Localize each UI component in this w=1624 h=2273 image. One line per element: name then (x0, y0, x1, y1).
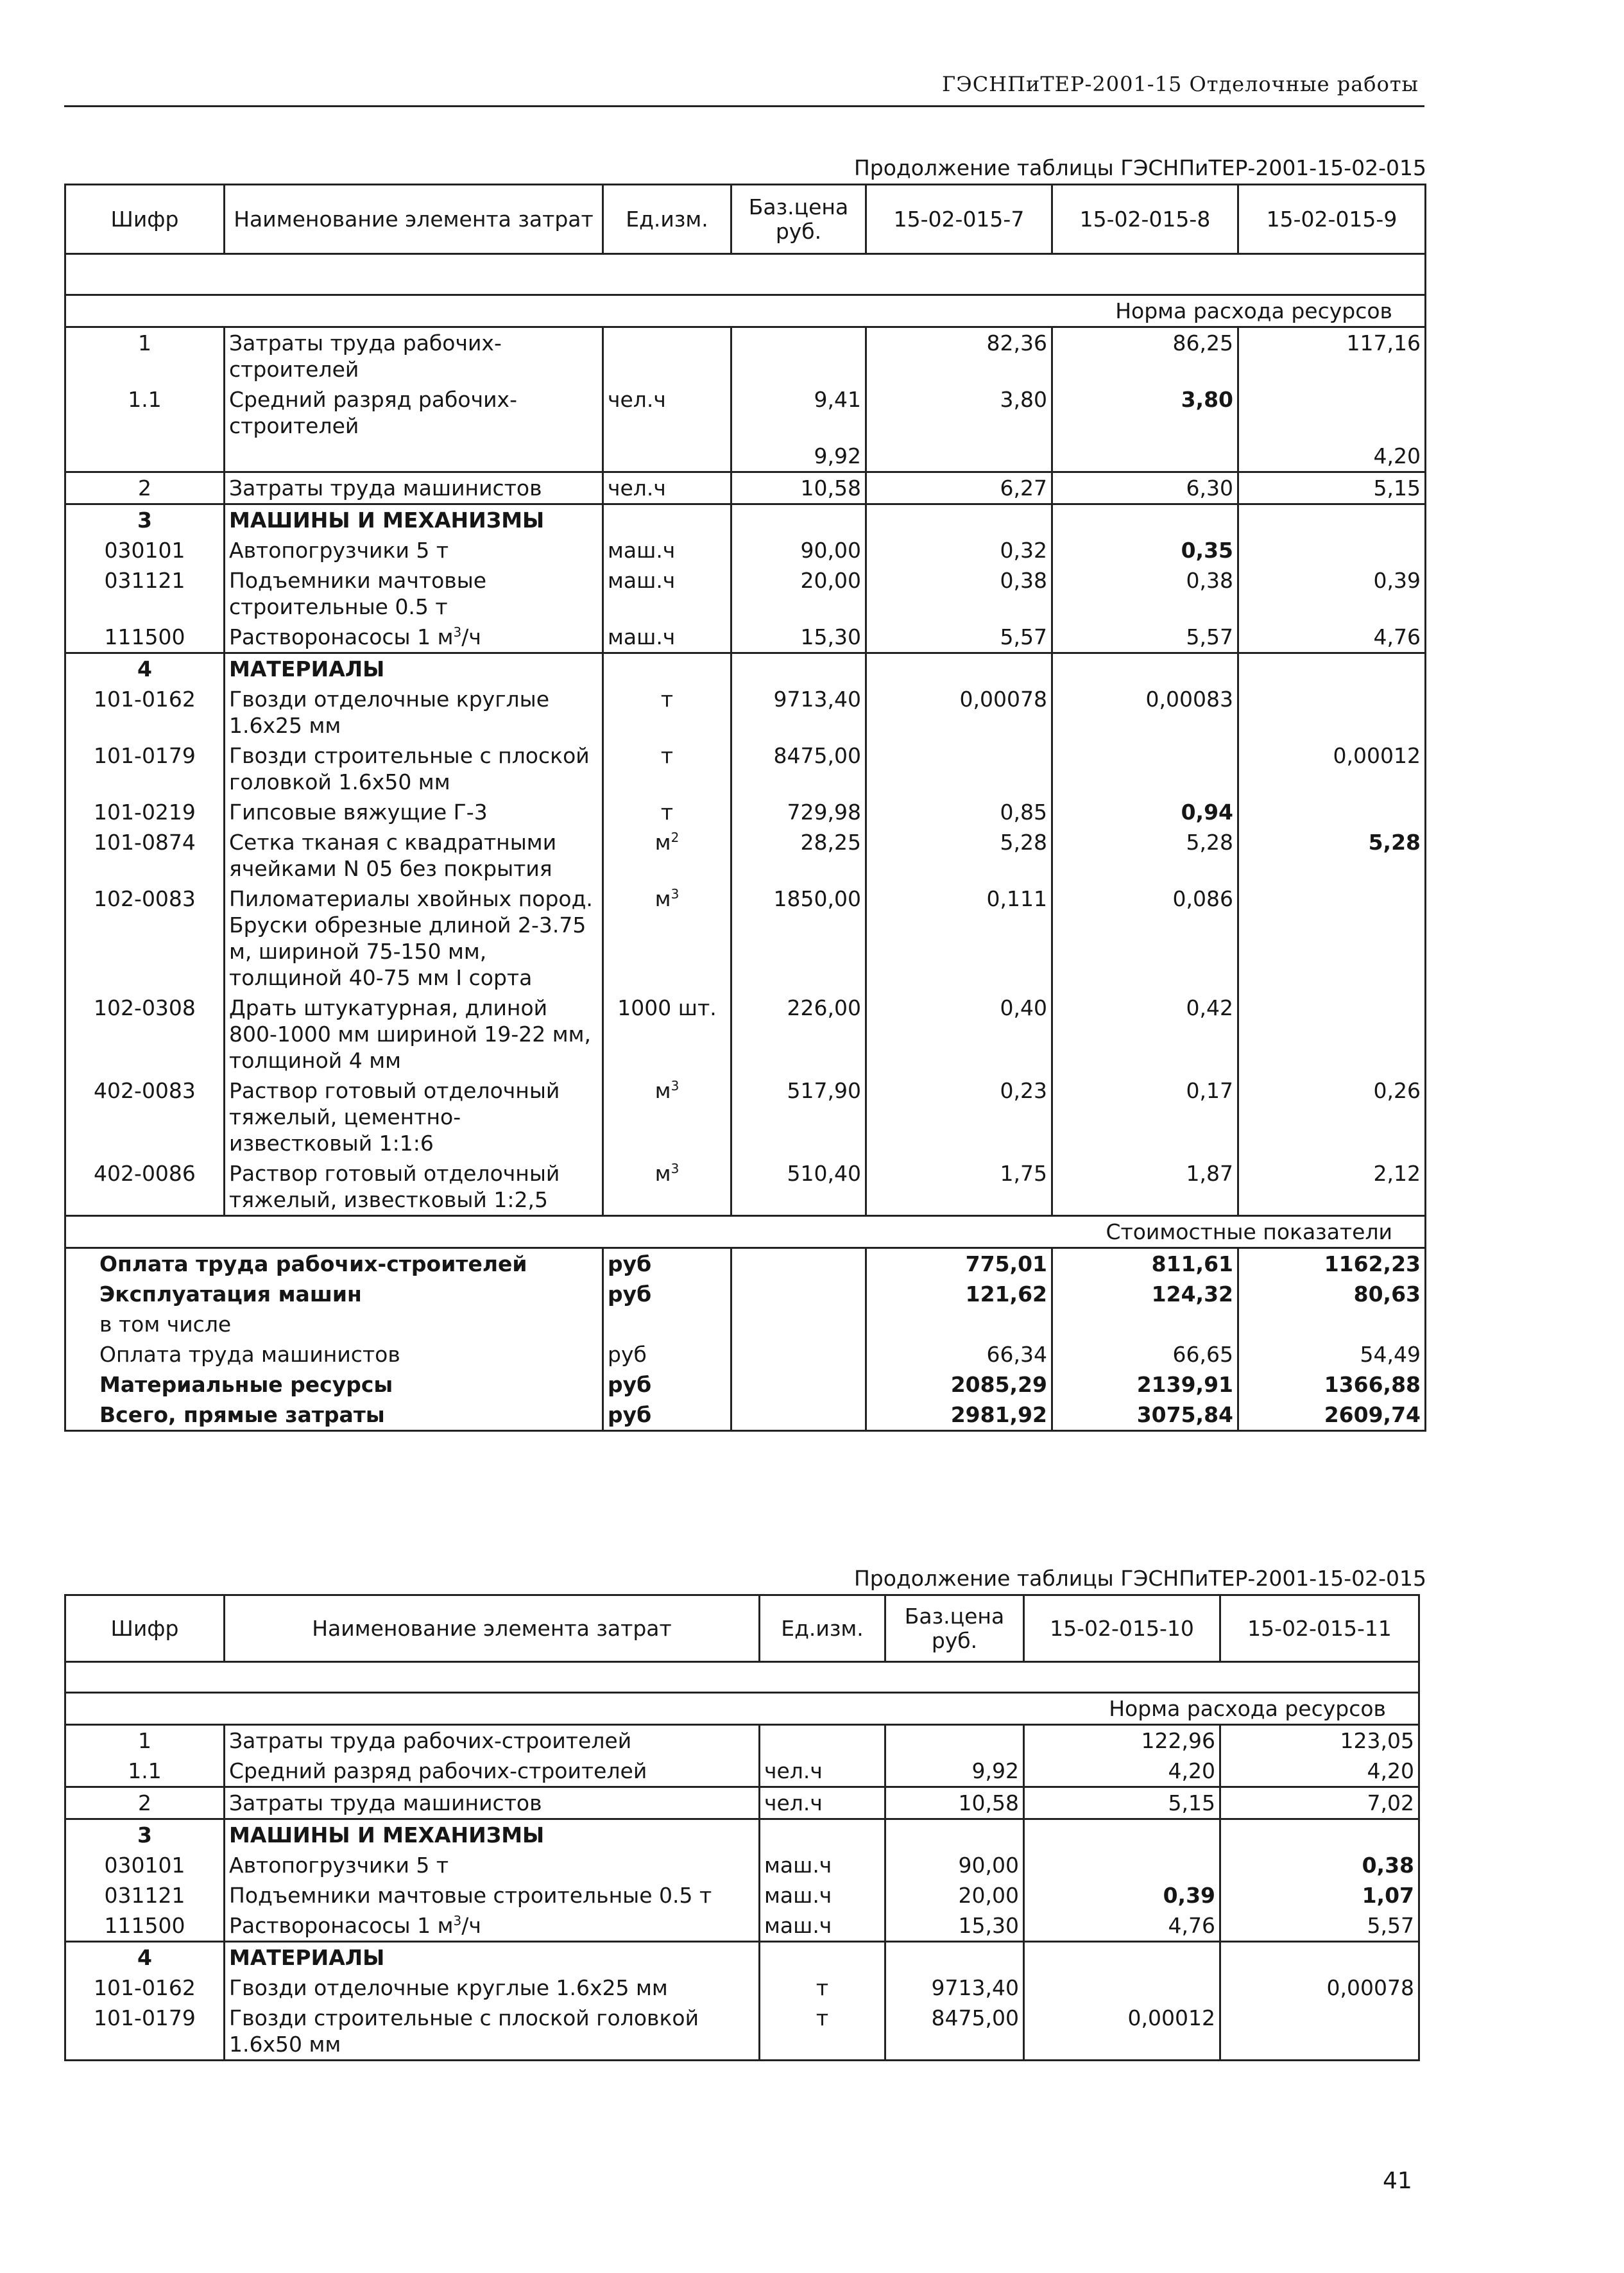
row-unit: т (603, 684, 731, 741)
row-name: Гипсовые вяжущие Г-3 (225, 797, 603, 827)
cost-name: в том числе (99, 1312, 232, 1337)
row-v2: 123,05 (1220, 1725, 1419, 1756)
section-row (65, 653, 1426, 685)
row-code: 2 (65, 472, 225, 504)
row-name: Гвозди строительные с плоской головкой 1.6х50 мм (225, 741, 603, 797)
cost-v1: 2085,29 (866, 1369, 1052, 1400)
header-unit: Ед.изм. (760, 1595, 885, 1662)
cost-row (65, 1309, 1426, 1339)
header-price: Баз.цена руб. (885, 1595, 1024, 1662)
table-row (65, 1756, 1419, 1787)
table1 (64, 184, 1426, 1432)
row-price: 28,25 (731, 827, 866, 884)
cost-unit: руб (603, 1339, 731, 1369)
row-v2: 0,94 (1052, 797, 1238, 827)
row-v1: 0,85 (866, 797, 1052, 827)
table-row (65, 1076, 1426, 1158)
row-code: 030101 (104, 1853, 185, 1878)
row-v3: 5,15 (1238, 472, 1426, 504)
row-v2: 5,57 (1220, 1910, 1419, 1942)
row-v2: 0,17 (1052, 1076, 1238, 1158)
row-price: 10,58 (731, 472, 866, 504)
row-code: 102-0083 (94, 886, 196, 911)
row-code: 030101 (104, 538, 185, 563)
table-row (65, 684, 1426, 741)
row-v1: 5,15 (1024, 1787, 1220, 1819)
row-unit: чел.ч (603, 384, 731, 441)
row-name-cell (225, 1910, 760, 1942)
table-row (65, 622, 1426, 653)
row-v2: 0,086 (1052, 884, 1238, 993)
header-col3: 15-02-015-9 (1238, 185, 1426, 254)
row-name: Растворонасосы 1 м (229, 1913, 454, 1938)
table1-caption: Продолжение таблицы ГЭСНПиТЕР-2001-15-02-015 (853, 155, 1426, 180)
row-v3 (1238, 384, 1426, 441)
row-name: МАШИНЫ И МЕХАНИЗМЫ (225, 504, 603, 536)
row-v3 (1238, 993, 1426, 1076)
row-code: 101-0874 (94, 830, 196, 855)
row-price: 10,58 (885, 1787, 1024, 1819)
row-v3 (1238, 535, 1426, 565)
header-rule (64, 105, 1424, 107)
row-unit: т (760, 2003, 885, 2061)
row-price: 15,30 (731, 622, 866, 653)
row-v2: 7,02 (1220, 1787, 1419, 1819)
cost-v3: 80,63 (1238, 1279, 1426, 1309)
row-v1: 82,36 (866, 327, 1052, 385)
row-v2: 0,42 (1052, 993, 1238, 1076)
cost-unit (603, 1309, 731, 1339)
row-unit: т (603, 741, 731, 797)
row-price (731, 327, 866, 385)
row-code: 102-0308 (94, 995, 196, 1020)
row-v1: 5,57 (866, 622, 1052, 653)
row-v3 (1238, 684, 1426, 741)
cost-v2 (1052, 1309, 1238, 1339)
section-row (65, 504, 1426, 536)
row-v2: 0,00078 (1220, 1973, 1419, 2003)
row-v3: 0,00012 (1238, 741, 1426, 797)
row-name: Затраты труда машинистов (225, 1787, 760, 1819)
row-v2 (1052, 441, 1238, 472)
row-unit: чел.ч (760, 1787, 885, 1819)
row-v2: 86,25 (1052, 327, 1238, 385)
page-number: 41 (1383, 2168, 1412, 2194)
cost-unit: руб (603, 1369, 731, 1400)
row-v3: 117,16 (1238, 327, 1426, 385)
table-row (65, 384, 1426, 441)
cost-unit: руб (603, 1279, 731, 1309)
header-name: Наименование элемента затрат (225, 185, 603, 254)
row-unit-cell (603, 827, 731, 884)
row-price: 9,92 (731, 441, 866, 472)
row-v3: 0,39 (1238, 565, 1426, 622)
row-name: Гвозди отделочные круглые 1.6х25 мм (225, 684, 603, 741)
norm-label: Норма расхода ресурсов (65, 1693, 1419, 1725)
row-unit-cell (603, 1158, 731, 1216)
row-v2: 4,20 (1220, 1756, 1419, 1787)
norm-label: Норма расхода ресурсов (65, 295, 1426, 327)
row-code: 4 (65, 1942, 225, 1973)
row-v1: 0,40 (866, 993, 1052, 1076)
row-price: 9,92 (885, 1756, 1024, 1787)
row-v1: 5,28 (866, 827, 1052, 884)
row-v1: 0,38 (866, 565, 1052, 622)
header-unit: Ед.изм. (603, 185, 731, 254)
row-price: 20,00 (885, 1880, 1024, 1910)
row-price: 9713,40 (885, 1973, 1024, 2003)
header-name: Наименование элемента затрат (225, 1595, 760, 1662)
row-price: 8475,00 (731, 741, 866, 797)
cost-row (65, 1369, 1426, 1400)
cost-name: Всего, прямые затраты (99, 1402, 385, 1427)
row-unit: м (654, 1078, 671, 1103)
cost-unit: руб (603, 1400, 731, 1431)
cost-v2: 2139,91 (1052, 1369, 1238, 1400)
row-price: 20,00 (731, 565, 866, 622)
row-code (65, 441, 225, 472)
row-v1: 0,23 (866, 1076, 1052, 1158)
cost-v1: 2981,92 (866, 1400, 1052, 1431)
row-unit: маш.ч (760, 1910, 885, 1942)
row-code: 101-0179 (94, 743, 196, 768)
row-v1 (1024, 1850, 1220, 1880)
row-code: 1 (138, 330, 151, 356)
table-row (65, 441, 1426, 472)
cost-v1: 66,34 (866, 1339, 1052, 1369)
row-unit: т (760, 1973, 885, 2003)
row-v1: 1,75 (866, 1158, 1052, 1216)
row-unit: 1000 шт. (603, 993, 731, 1076)
row-name: Драть штукатурная, длиной 800-1000 мм шириной 19-22 мм, толщиной 4 мм (225, 993, 603, 1076)
row-code: 101-0179 (94, 2005, 196, 2030)
cost-v2: 811,61 (1052, 1248, 1238, 1280)
cost-label: Стоимостные показатели (65, 1216, 1426, 1248)
row-v1 (866, 741, 1052, 797)
row-code: 1.1 (128, 1758, 162, 1783)
row-price: 8475,00 (885, 2003, 1024, 2061)
row-name: МАШИНЫ И МЕХАНИЗМЫ (225, 1819, 760, 1851)
row-v3: 5,28 (1238, 827, 1426, 884)
row-name: Подъемники мачтовые строительные 0.5 т (225, 565, 603, 622)
table-row (65, 327, 1426, 385)
cost-v1 (866, 1309, 1052, 1339)
row-v2: 5,28 (1052, 827, 1238, 884)
cost-v2: 124,32 (1052, 1279, 1238, 1309)
cost-v3: 1162,23 (1238, 1248, 1426, 1280)
cost-v3: 54,49 (1238, 1339, 1426, 1369)
row-code: 3 (65, 504, 225, 536)
row-v1 (1024, 1973, 1220, 2003)
table-row (65, 1787, 1419, 1819)
row-v1: 0,32 (866, 535, 1052, 565)
header-col2: 15-02-015-8 (1052, 185, 1238, 254)
cost-row (65, 1248, 1426, 1280)
cost-v2: 3075,84 (1052, 1400, 1238, 1431)
row-name: Пиломатериалы хвойных пород. Бруски обрезные длиной 2-3.75 м, шириной 75-150 мм, толщиной 40-75 мм I сорта (225, 884, 603, 993)
row-name: Автопогрузчики 5 т (225, 1850, 760, 1880)
row-unit: чел.ч (760, 1756, 885, 1787)
table-row (65, 1158, 1426, 1216)
header-col2: 15-02-015-11 (1220, 1595, 1419, 1662)
row-name: Затраты труда машинистов (225, 472, 603, 504)
row-price: 90,00 (885, 1850, 1024, 1880)
row-v2: 0,35 (1052, 535, 1238, 565)
table2-caption: Продолжение таблицы ГЭСНПиТЕР-2001-15-02-015 (853, 1566, 1426, 1591)
row-code: 402-0083 (94, 1078, 196, 1103)
unit-superscript: 3 (453, 1913, 462, 1928)
row-unit: т (603, 797, 731, 827)
table-row (65, 797, 1426, 827)
table-row (65, 1850, 1419, 1880)
unit-superscript: 3 (453, 624, 462, 640)
row-v1: 0,00012 (1024, 2003, 1220, 2061)
row-name: Затраты труда рабочих-строителей (225, 1725, 760, 1756)
row-unit (603, 327, 731, 385)
row-v2: 6,30 (1052, 472, 1238, 504)
row-unit (603, 441, 731, 472)
section-row (65, 1942, 1419, 1973)
unit-superscript: 2 (671, 830, 680, 845)
row-unit: маш.ч (603, 565, 731, 622)
row-v1: 4,20 (1024, 1756, 1220, 1787)
row-code: 101-0219 (94, 800, 196, 825)
row-code: 402-0086 (94, 1161, 196, 1186)
row-v2: 3,80 (1052, 384, 1238, 441)
row-unit: м (654, 1161, 671, 1186)
row-price: 729,98 (731, 797, 866, 827)
cost-unit: руб (603, 1248, 731, 1280)
row-price: 226,00 (731, 993, 866, 1076)
row-code: 101-0162 (94, 687, 196, 712)
row-code: 3 (65, 1819, 225, 1851)
row-unit: м (654, 886, 671, 911)
row-name: Средний разряд рабочих-строителей (225, 384, 603, 441)
cost-v3 (1238, 1309, 1426, 1339)
cost-row (65, 1279, 1426, 1309)
row-code: 111500 (104, 1913, 185, 1938)
row-name: Растворонасосы 1 м (229, 624, 454, 649)
header-col1: 15-02-015-10 (1024, 1595, 1220, 1662)
unit-suffix: /ч (461, 1913, 481, 1938)
unit-superscript: 3 (671, 886, 680, 902)
row-code: 1.1 (128, 387, 162, 412)
row-price: 1850,00 (731, 884, 866, 993)
table-row (65, 884, 1426, 993)
row-unit: маш.ч (760, 1850, 885, 1880)
row-name-cell (225, 622, 603, 653)
row-code: 2 (65, 1787, 225, 1819)
header-col1: 15-02-015-7 (866, 185, 1052, 254)
row-v2 (1052, 741, 1238, 797)
table2 (64, 1594, 1420, 2061)
row-code: 4 (65, 653, 225, 685)
row-name: Сетка тканая с квадратными ячейками N 05 без покрытия (225, 827, 603, 884)
row-unit: маш.ч (760, 1880, 885, 1910)
row-v3 (1238, 884, 1426, 993)
row-code: 031121 (104, 1883, 185, 1908)
row-v1: 0,00078 (866, 684, 1052, 741)
row-price: 90,00 (731, 535, 866, 565)
table-row (65, 472, 1426, 504)
cost-v1: 121,62 (866, 1279, 1052, 1309)
row-unit: маш.ч (603, 535, 731, 565)
row-v1: 0,39 (1024, 1880, 1220, 1910)
section-row (65, 1819, 1419, 1851)
row-v2: 5,57 (1052, 622, 1238, 653)
cost-name: Эксплуатация машин (99, 1282, 362, 1307)
row-price: 15,30 (885, 1910, 1024, 1942)
cost-name: Материальные ресурсы (99, 1372, 393, 1397)
unit-suffix: /ч (461, 624, 481, 649)
row-code: 101-0162 (94, 1975, 196, 2000)
row-name: Гвозди строительные с плоской головкой 1.6х50 мм (225, 2003, 760, 2061)
table-row (65, 1880, 1419, 1910)
row-unit: маш.ч (603, 622, 731, 653)
row-unit: чел.ч (603, 472, 731, 504)
table-row (65, 741, 1426, 797)
table-row (65, 565, 1426, 622)
cost-v1: 775,01 (866, 1248, 1052, 1280)
row-price (885, 1725, 1024, 1756)
row-v2 (1220, 2003, 1419, 2061)
table-row (65, 1725, 1419, 1756)
row-name: Автопогрузчики 5 т (225, 535, 603, 565)
row-name: МАТЕРИАЛЫ (225, 653, 603, 685)
row-v2: 1,87 (1052, 1158, 1238, 1216)
row-name: Раствор готовый отделочный тяжелый, цементно-известковый 1:1:6 (225, 1076, 603, 1158)
row-v2: 0,38 (1052, 565, 1238, 622)
row-price: 9713,40 (731, 684, 866, 741)
header-code: Шифр (65, 1595, 225, 1662)
row-v1: 122,96 (1024, 1725, 1220, 1756)
row-unit: м (654, 830, 671, 855)
cost-v2: 66,65 (1052, 1339, 1238, 1369)
row-v1 (866, 441, 1052, 472)
cost-v3: 2609,74 (1238, 1400, 1426, 1431)
row-unit-cell (603, 1076, 731, 1158)
table-row (65, 993, 1426, 1076)
unit-superscript: 3 (671, 1078, 680, 1094)
row-name: МАТЕРИАЛЫ (225, 1942, 760, 1973)
row-name (225, 441, 603, 472)
cost-v3: 1366,88 (1238, 1369, 1426, 1400)
row-name: Раствор готовый отделочный тяжелый, известковый 1:2,5 (225, 1158, 603, 1216)
row-price: 9,41 (731, 384, 866, 441)
row-v2: 0,00083 (1052, 684, 1238, 741)
unit-superscript: 3 (671, 1161, 680, 1176)
row-v3 (1238, 797, 1426, 827)
running-head: ГЭСНПиТЕР-2001-15 Отделочные работы (942, 72, 1419, 96)
table-row (65, 2003, 1419, 2061)
row-v2: 0,38 (1220, 1850, 1419, 1880)
row-name: Средний разряд рабочих-строителей (225, 1756, 760, 1787)
row-v1: 0,111 (866, 884, 1052, 993)
row-code: 1 (138, 1728, 151, 1753)
table-row (65, 1910, 1419, 1942)
cost-row (65, 1400, 1426, 1431)
row-v3: 4,76 (1238, 622, 1426, 653)
row-code: 111500 (104, 624, 185, 649)
row-v1: 6,27 (866, 472, 1052, 504)
row-v3: 2,12 (1238, 1158, 1426, 1216)
row-name: Подъемники мачтовые строительные 0.5 т (225, 1880, 760, 1910)
cost-name: Оплата труда рабочих-строителей (99, 1251, 527, 1276)
row-v2: 1,07 (1220, 1880, 1419, 1910)
row-code: 031121 (104, 568, 185, 593)
row-v1: 4,76 (1024, 1910, 1220, 1942)
row-unit (760, 1725, 885, 1756)
header-code: Шифр (65, 185, 225, 254)
header-price: Баз.цена руб. (731, 185, 866, 254)
table-row (65, 1973, 1419, 2003)
row-name: Затраты труда рабочих-строителей (225, 327, 603, 385)
row-price: 510,40 (731, 1158, 866, 1216)
row-v3: 0,26 (1238, 1076, 1426, 1158)
cost-row (65, 1339, 1426, 1369)
table-row (65, 827, 1426, 884)
cost-name: Оплата труда машинистов (99, 1342, 400, 1367)
row-unit-cell (603, 884, 731, 993)
row-v3: 4,20 (1238, 441, 1426, 472)
row-price: 517,90 (731, 1076, 866, 1158)
table-row (65, 535, 1426, 565)
row-v1: 3,80 (866, 384, 1052, 441)
row-name: Гвозди отделочные круглые 1.6х25 мм (225, 1973, 760, 2003)
